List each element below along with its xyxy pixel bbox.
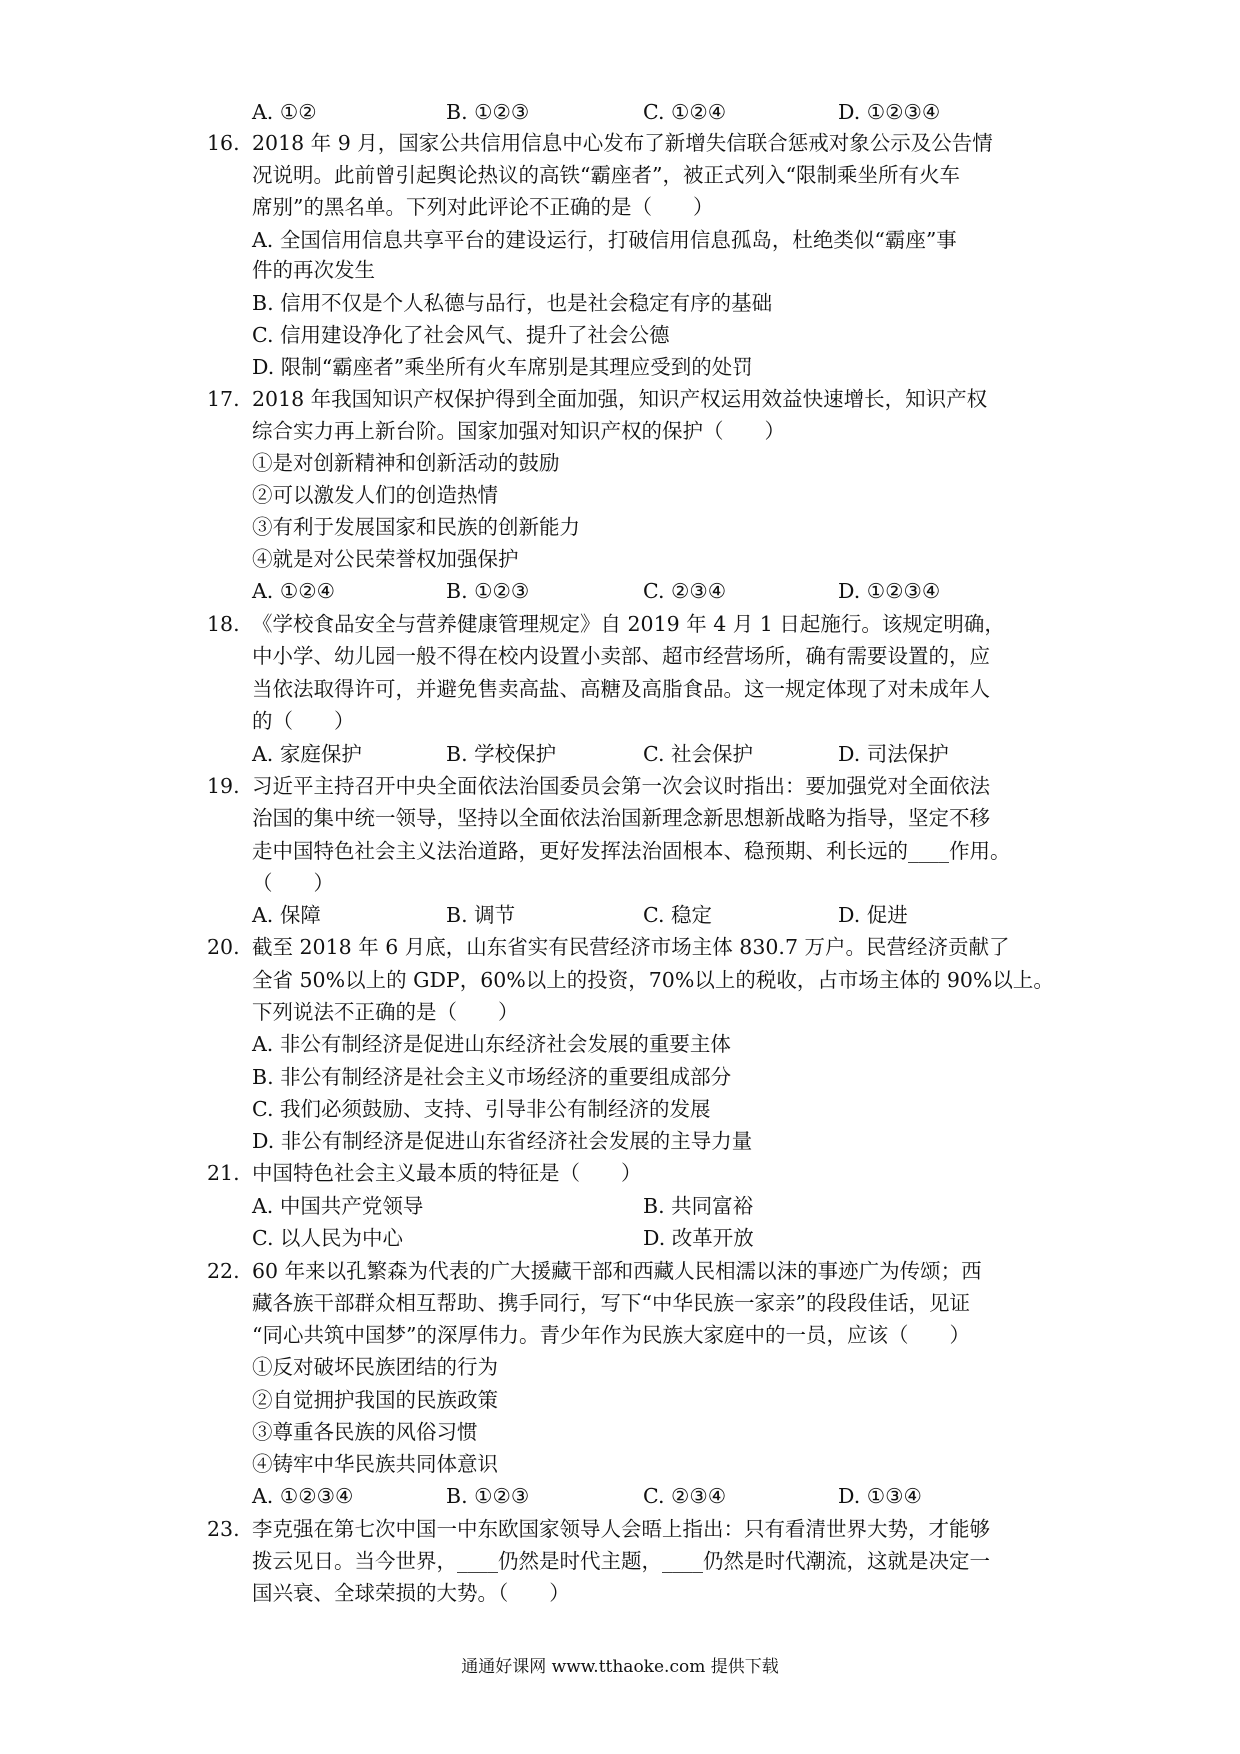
q20-stem-line: 全省 50%以上的 GDP，60%以上的投资，70%以上的税收，占市场主体的 90%以上。 xyxy=(252,968,1054,992)
q22-option-d: D. ①③④ xyxy=(838,1484,922,1508)
q16-number: 16. xyxy=(207,131,240,155)
q22-number: 22. xyxy=(207,1259,240,1283)
q16-stem-line: 2018 年 9 月，国家公共信用信息中心发布了新增失信联合惩戒对象公示及公告情 xyxy=(252,131,993,155)
q15-option-a: A. ①② xyxy=(252,100,317,124)
q18-stem-line: 当依法取得许可，并避免售卖高盐、高糖及高脂食品。这一规定体现了对未成年人 xyxy=(252,677,990,701)
q18-option-b: B. 学校保护 xyxy=(446,742,557,766)
q18-number: 18. xyxy=(207,612,240,636)
q18-stem-line: 中小学、幼儿园一般不得在校内设置小卖部、超市经营场所，确有需要设置的，应 xyxy=(252,644,990,668)
q20-option-c: C. 我们必须鼓励、支持、引导非公有制经济的发展 xyxy=(252,1097,711,1121)
q19-stem-line: 治国的集中统一领导，坚持以全面依法治国新理念新思想新战略为指导，坚定不移 xyxy=(252,806,990,830)
q23-stem-line: 国兴衰、全球荣损的大势。（ ） xyxy=(252,1581,570,1605)
q17-option-b: B. ①②③ xyxy=(446,579,530,603)
q19-option-b: B. 调节 xyxy=(446,903,516,927)
q17-item: ②可以激发人们的创造热情 xyxy=(252,483,498,507)
q17-item: ③有利于发展国家和民族的创新能力 xyxy=(252,515,580,539)
q19-option-d: D. 促进 xyxy=(838,903,908,927)
q22-stem-line: “同心共筑中国梦”的深厚伟力。青少年作为民族大家庭中的一员，应该（ ） xyxy=(252,1323,970,1347)
q16-option-d: D. 限制“霸座者”乘坐所有火车席别是其理应受到的处罚 xyxy=(252,355,753,379)
q16-option-a-cont: 件的再次发生 xyxy=(252,258,375,282)
q21-number: 21. xyxy=(207,1161,240,1185)
q15-option-d: D. ①②③④ xyxy=(838,100,941,124)
q20-option-d: D. 非公有制经济是促进山东省经济社会发展的主导力量 xyxy=(252,1129,753,1153)
q16-stem-line: 席别”的黑名单。下列对此评论不正确的是（ ） xyxy=(252,195,714,219)
q22-option-b: B. ①②③ xyxy=(446,1484,530,1508)
q17-item: ①是对创新精神和创新活动的鼓励 xyxy=(252,451,560,475)
q18-option-c: C. 社会保护 xyxy=(643,742,753,766)
q22-item: ④铸牢中华民族共同体意识 xyxy=(252,1452,498,1476)
q18-stem-line: 《学校食品安全与营养健康管理规定》自 2019 年 4 月 1 日起施行。该规定明确， xyxy=(252,612,1005,636)
q19-number: 19. xyxy=(207,774,240,798)
q22-item: ②自觉拥护我国的民族政策 xyxy=(252,1388,498,1412)
q21-option-a: A. 中国共产党领导 xyxy=(252,1194,424,1218)
q15-option-b: B. ①②③ xyxy=(446,100,530,124)
q19-option-a: A. 保障 xyxy=(252,903,321,927)
q16-stem-line: 况说明。此前曾引起舆论热议的高铁“霸座者”，被正式列入“限制乘坐所有火车 xyxy=(252,163,960,187)
q23-stem-line: 李克强在第七次中国一中东欧国家领导人会晤上指出：只有看清世界大势，才能够 xyxy=(252,1517,990,1541)
q17-option-d: D. ①②③④ xyxy=(838,579,941,603)
q22-item: ③尊重各民族的风俗习惯 xyxy=(252,1420,478,1444)
q16-option-a: A. 全国信用信息共享平台的建设运行，打破信用信息孤岛，杜绝类似“霸座”事 xyxy=(252,228,957,252)
q19-stem-line: （ ） xyxy=(252,871,334,895)
q21-option-b: B. 共同富裕 xyxy=(643,1194,754,1218)
q17-stem-line: 综合实力再上新台阶。国家加强对知识产权的保护（ ） xyxy=(252,419,785,443)
q20-option-a: A. 非公有制经济是促进山东经济社会发展的重要主体 xyxy=(252,1032,731,1056)
q16-option-b: B. 信用不仅是个人私德与品行，也是社会稳定有序的基础 xyxy=(252,291,773,315)
q21-option-d: D. 改革开放 xyxy=(643,1226,754,1250)
q22-stem-line: 藏各族干部群众相互帮助、携手同行，写下“中华民族一家亲”的段段佳话，见证 xyxy=(252,1291,970,1315)
q18-option-d: D. 司法保护 xyxy=(838,742,949,766)
q20-stem-line: 下列说法不正确的是（ ） xyxy=(252,1000,519,1024)
q17-option-a: A. ①②④ xyxy=(252,579,335,603)
q23-number: 23. xyxy=(207,1517,240,1541)
page-footer: 通通好课网 www.tthaoke.com 提供下载 xyxy=(461,1657,779,1677)
q18-option-a: A. 家庭保护 xyxy=(252,742,362,766)
q19-stem-line: 习近平主持召开中央全面依法治国委员会第一次会议时指出：要加强党对全面依法 xyxy=(252,774,990,798)
q16-option-c: C. 信用建设净化了社会风气、提升了社会公德 xyxy=(252,323,670,347)
q19-option-c: C. 稳定 xyxy=(643,903,712,927)
q22-option-c: C. ②③④ xyxy=(643,1484,727,1508)
q17-stem-line: 2018 年我国知识产权保护得到全面加强，知识产权运用效益快速增长，知识产权 xyxy=(252,387,988,411)
q22-item: ①反对破坏民族团结的行为 xyxy=(252,1355,498,1379)
q21-stem-line: 中国特色社会主义最本质的特征是（ ） xyxy=(252,1161,642,1185)
q20-option-b: B. 非公有制经济是社会主义市场经济的重要组成部分 xyxy=(252,1065,732,1089)
q20-number: 20. xyxy=(207,935,240,959)
q15-option-c: C. ①②④ xyxy=(643,100,727,124)
q17-option-c: C. ②③④ xyxy=(643,579,727,603)
q21-option-c: C. 以人民为中心 xyxy=(252,1226,403,1250)
q22-option-a: A. ①②③④ xyxy=(252,1484,354,1508)
q17-item: ④就是对公民荣誉权加强保护 xyxy=(252,547,519,571)
q23-stem-line: 拨云见日。当今世界，____仍然是时代主题，____仍然是时代潮流，这就是决定一 xyxy=(252,1549,990,1573)
q18-stem-line: 的（ ） xyxy=(252,709,355,733)
q20-stem-line: 截至 2018 年 6 月底，山东省实有民营经济市场主体 830.7 万户。民营经济贡献了 xyxy=(252,935,1010,959)
q17-number: 17. xyxy=(207,387,240,411)
q22-stem-line: 60 年来以孔繁森为代表的广大援藏干部和西藏人民相濡以沫的事迹广为传颂；西 xyxy=(252,1259,982,1283)
q19-stem-line: 走中国特色社会主义法治道路，更好发挥法治固根本、稳预期、利长远的____作用。 xyxy=(252,839,1011,863)
